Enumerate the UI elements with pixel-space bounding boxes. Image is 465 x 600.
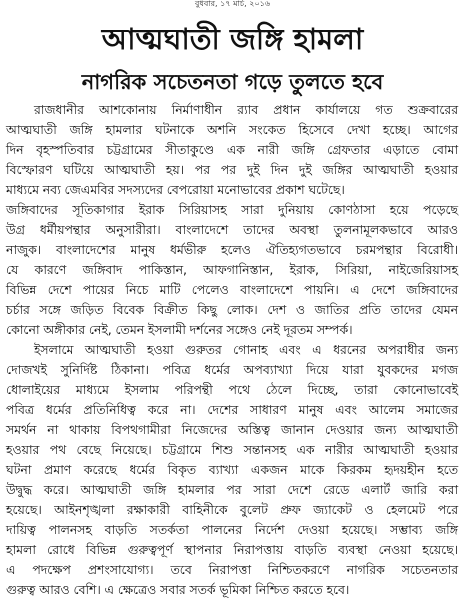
article-line: ইসলামে আত্মঘাতী হওয়া গুরুতর গোনাহ এবং এ ধরনের অপরাধীর জন্য <box>34 342 458 357</box>
subheadline: নাগরিক সচেতনতা গড়ে তুলতে হবে <box>81 70 384 94</box>
article-line: হওয়ার পথ বেছে নিয়েছে। চট্টগ্রামে শিশু সন্তানসহ এক নারীর আত্মঘাতী হওয়ার <box>6 442 458 457</box>
article-line: গুরুত্ব আরও বেশি। এ ক্ষেত্রেও সবার সতর্ক ভূমিকা নিশ্চিত করতে হবে। <box>6 582 350 597</box>
article-line: বিস্ফোরণ ঘটিয়ে আত্মঘাতী হয়। পর পর দুই দিন দুই জঙ্গির আত্মঘাতী হওয়ার <box>6 162 458 177</box>
article-line: জঙ্গিবাদের সূতিকাগার ইরাক সিরিয়াসহ সারা দুনিয়ায় কোণঠাসা হয়ে পড়েছে <box>6 202 458 217</box>
article-line: বিভিন্ন দেশে পায়ের নিচে মাটি পেলেও বাংলাদেশে পায়নি। এ দেশে জঙ্গিবাদের <box>6 282 458 297</box>
article-line: আত্মঘাতী জঙ্গি হামলার ঘটনাকে অশনি সংকেত হিসেবে দেখা হচ্ছে। আগের <box>6 122 458 137</box>
article-line: এ পদক্ষেপ প্রশংসাযোগ্য। তবে নিরাপত্তা নিশ্চিতকরণে নাগরিক সচেতনতার <box>6 562 458 577</box>
article-line: পবিত্র ধর্মের প্রতিনিধিত্ব করে না। দেশের সাধারণ মানুষ এবং আলেম সমাজের <box>6 402 458 417</box>
page-date-strip: বুধবার, ১৭ মার্চ, ২০১৬ <box>194 0 271 8</box>
article-line: দোজখই সুনির্দিষ্ট ঠিকানা। পবিত্র ধর্মের অপব্যাখ্যা দিয়ে যারা যুবকদের মগজ <box>6 362 458 377</box>
article-line: চর্চার সঙ্গে জড়িত বিবেক বিক্রীত কিছু লোক। দেশ ও জাতির প্রতি তাদের যেমন <box>6 302 458 317</box>
article-line: হয়েছে। আইনশৃঙ্খলা রক্ষাকারী বাহিনীকে বুলেট প্রুফ জ্যাকেট ও হেলমেট পরে <box>6 502 458 517</box>
article-line: উদ্বুদ্ধ করে। আত্মঘাতী জঙ্গি হামলার পর সারা দেশে রেডে এলার্ট জারি করা <box>6 482 458 497</box>
article-line: দিন বৃহস্পতিবার চট্টগ্রামের সীতাকুণ্ডে এক নারী জঙ্গি গ্রেফতার এড়াতে বোমা <box>6 142 458 157</box>
article-line: রাজধানীর আশকোনায় নির্মাণাধীন র‌্যাব প্রধান কার্যালয়ে গত শুক্রবারের <box>34 102 458 117</box>
article-line: হামলা রোধে বিভিন্ন গুরুত্বপূর্ণ স্থাপনার নিরাপত্তায় বাড়তি ব্যবস্থা নেওয়া হয়েছে। <box>6 542 458 557</box>
article-line: ধোলাইয়ের মাধ্যমে ইসলাম পরিপন্থী পথে ঠেলে দিচ্ছে, তারা কোনোভাবেই <box>6 382 458 397</box>
article-line: নাজুক। বাংলাদেশের মানুষ ধর্মভীরু হলেও ঐতিহ্যগতভাবে চরমপন্থার বিরোধী। <box>6 242 458 257</box>
article-line: কোনো অঙ্গীকার নেই, তেমন ইসলামী দর্শনের সঙ্গেও নেই দূরতম সম্পর্ক। <box>6 322 353 337</box>
article-body <box>6 100 458 600</box>
article-line: ঘটনা প্রমাণ করেছে ধর্মের বিকৃত ব্যাখ্যা একজন মাকে কিরকম হৃদয়হীন হতে <box>6 462 458 477</box>
article-line: যে কারণে জঙ্গিবাদ পাকিস্তান, আফগানিস্তান, ইরাক, সিরিয়া, নাইজেরিয়াসহ <box>6 262 458 277</box>
headline: আত্মঘাতী জঙ্গি হামলা <box>101 22 364 56</box>
article-line: দায়িত্ব পালনসহ বাড়তি সতর্কতা পালনের নির্দেশ দেওয়া হয়েছে। সম্ভাব্য জঙ্গি <box>6 522 458 537</box>
article-line: উগ্র ধর্মীয়পন্থার অনুসারীরা। বাংলাদেশে তাদের অবস্থা তুলনামূলকভাবে আরও <box>6 222 458 237</box>
article-line: মাধ্যমে নব্য জেএমবির সদস্যদের বেপরোয়া মনোভাবের প্রকাশ ঘটেছে। <box>6 182 345 197</box>
article-line: সমর্থন না থাকায় বিপথগামীরা নিজেদের অস্তিত্ব জানান দেওয়ার জন্য আত্মঘাতী <box>6 422 458 437</box>
